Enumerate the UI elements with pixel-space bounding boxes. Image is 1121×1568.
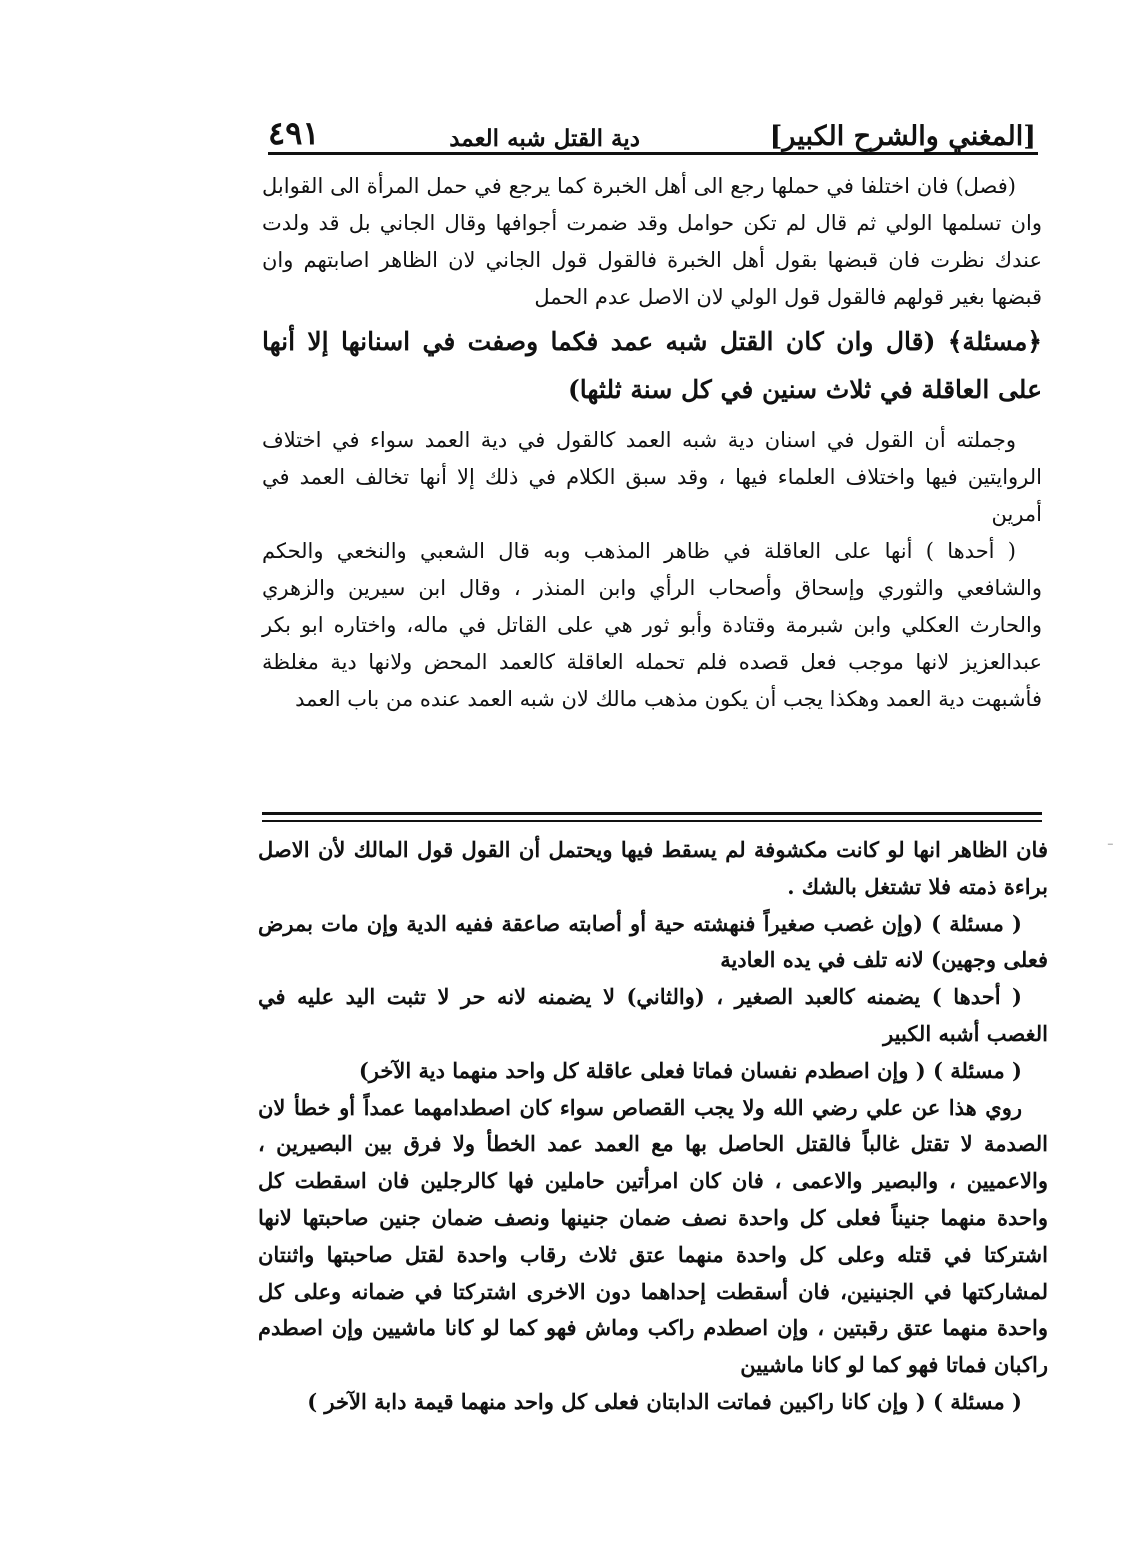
paragraph-jumlatuhu: وجملته أن القول في اسنان دية شبه العمد كالقول في دية العمد سواء في اختلاف الروايتين فيها واختلاف العلماء فيها ، وقد سبق الكلام في ذلك إلا أنها تخالف العمد في أمرين <box>262 428 1042 526</box>
paragraph-ahaduha: ( أحدها ) أنها على العاقلة في ظاهر المذهب وبه قال الشعبي والنخعي والحكم والشافعي والثوري وإسحاق وأصحاب الرأي وابن المنذر ، وقال ابن سيرين والزهري والحارث العكلي وابن شبرمة وقتادة وأبو ثور هي على القاتل في ماله، واختاره ابو بكر عبدالعزيز لانها موجب فعل قصده فلم تحمله العاقلة كالعمد المحض ولانها دية مغلظة فأشبهت دية العمد وهكذا يجب أن يكون مذهب مالك لان شبه العمد عنده من باب العمد <box>262 539 1042 711</box>
masala-rakibayn: ( مسئلة ) ( وإن كانا راكبين فماتت الدابتان فعلى كل واحد منهما قيمة دابة الآخر ) <box>307 1388 1022 1414</box>
section-divider <box>262 812 1042 822</box>
chapter-title: دية القتل شبه العمد <box>449 125 640 152</box>
masala-heading: ﴿مسئلة﴾ (قال وان كان القتل شبه عمد فكما وصفت في اسنانها إلا أنها على العاقلة في ثلاث سنين في كل سنة ثلثها) <box>262 327 1042 404</box>
header-rule <box>268 152 1038 155</box>
sharh-text <box>258 832 1048 1421</box>
sharh-line: فان الظاهر انها لو كانت مكشوفة لم يسقط فيها ويحتمل أن القول قول المالك لأن الاصل براءة ذمته فلا تشتغل بالشك . <box>258 837 1048 899</box>
masala-istidam: ( مسئلة ) ( وإن اصطدم نفسان فماتا فعلى عاقلة كل واحد منهما دية الآخر) <box>358 1057 1022 1083</box>
page-number: ٤٩١ <box>268 114 320 152</box>
fasl-paragraph: (فصل) فان اختلفا في حملها رجع الى أهل الخبرة كما يرجع في حمل المرأة الى القوابل وان تسلمها الولي ثم قال لم تكن حوامل وقد ضمرت أجوافها وقال الجاني بل قد ولدت عندك نظرت فان قبضها بقول أهل الخبرة فالقول قول الجاني لان الظاهر اصابتهم وان قبضها بغير قولهم فالقول قول الولي لان الاصل عدم الحمل <box>262 174 1042 309</box>
istidam-paragraph: روي هذا عن علي رضي الله ولا يجب القصاص سواء كان اصطدامهما عمداً أو خطأ لان الصدمة لا تقتل غالباً فالقتل الحاصل بها مع العمد عمد الخطأ ولا فرق بين البصيرين ، والاعميين ، والبصير والاعمى ، فان كان امرأتين حاملين فها كالرجلين فان اسقطت كل واحدة منهما جنيناً فعلى كل واحدة نصف ضمان جنينها ونصف ضمان جنين صاحبتها لانها اشتركتا في قتله وعلى كل واحدة منهما عتق ثلاث رقاب واحدة لقتل صاحبتها واثنتان لمشاركتها في الجنينين، فان أسقطت إحداهما دون الاخرى اشتركتا في ضمانه وعلى كل واحدة منهما عتق رقبتين ، وإن اصطدم راكب وماش فهو كما لو كانا ماشيين وإن اصطدم راكبان فماتا فهو كما لو كانا ماشيين <box>258 1094 1048 1378</box>
ahaduha-line: ( أحدها ) يضمنه كالعبد الصغير ، (والثاني) لا يضمنه لانه حر لا تثبت اليد عليه في الغصب أشبه الكبير <box>258 984 1048 1046</box>
page-header <box>268 108 1036 152</box>
main-text <box>262 168 1042 718</box>
margin-mark: ـ <box>1108 830 1113 849</box>
book-title: [المغني والشرح الكبير] <box>769 121 1036 152</box>
masala-ghasab: ( مسئلة ) (وإن غصب صغيراً فنهشته حية أو أصابته صاعقة ففيه الدية وإن مات بمرض فعلى وجهين) لانه تلف في يده العادية <box>258 910 1048 973</box>
